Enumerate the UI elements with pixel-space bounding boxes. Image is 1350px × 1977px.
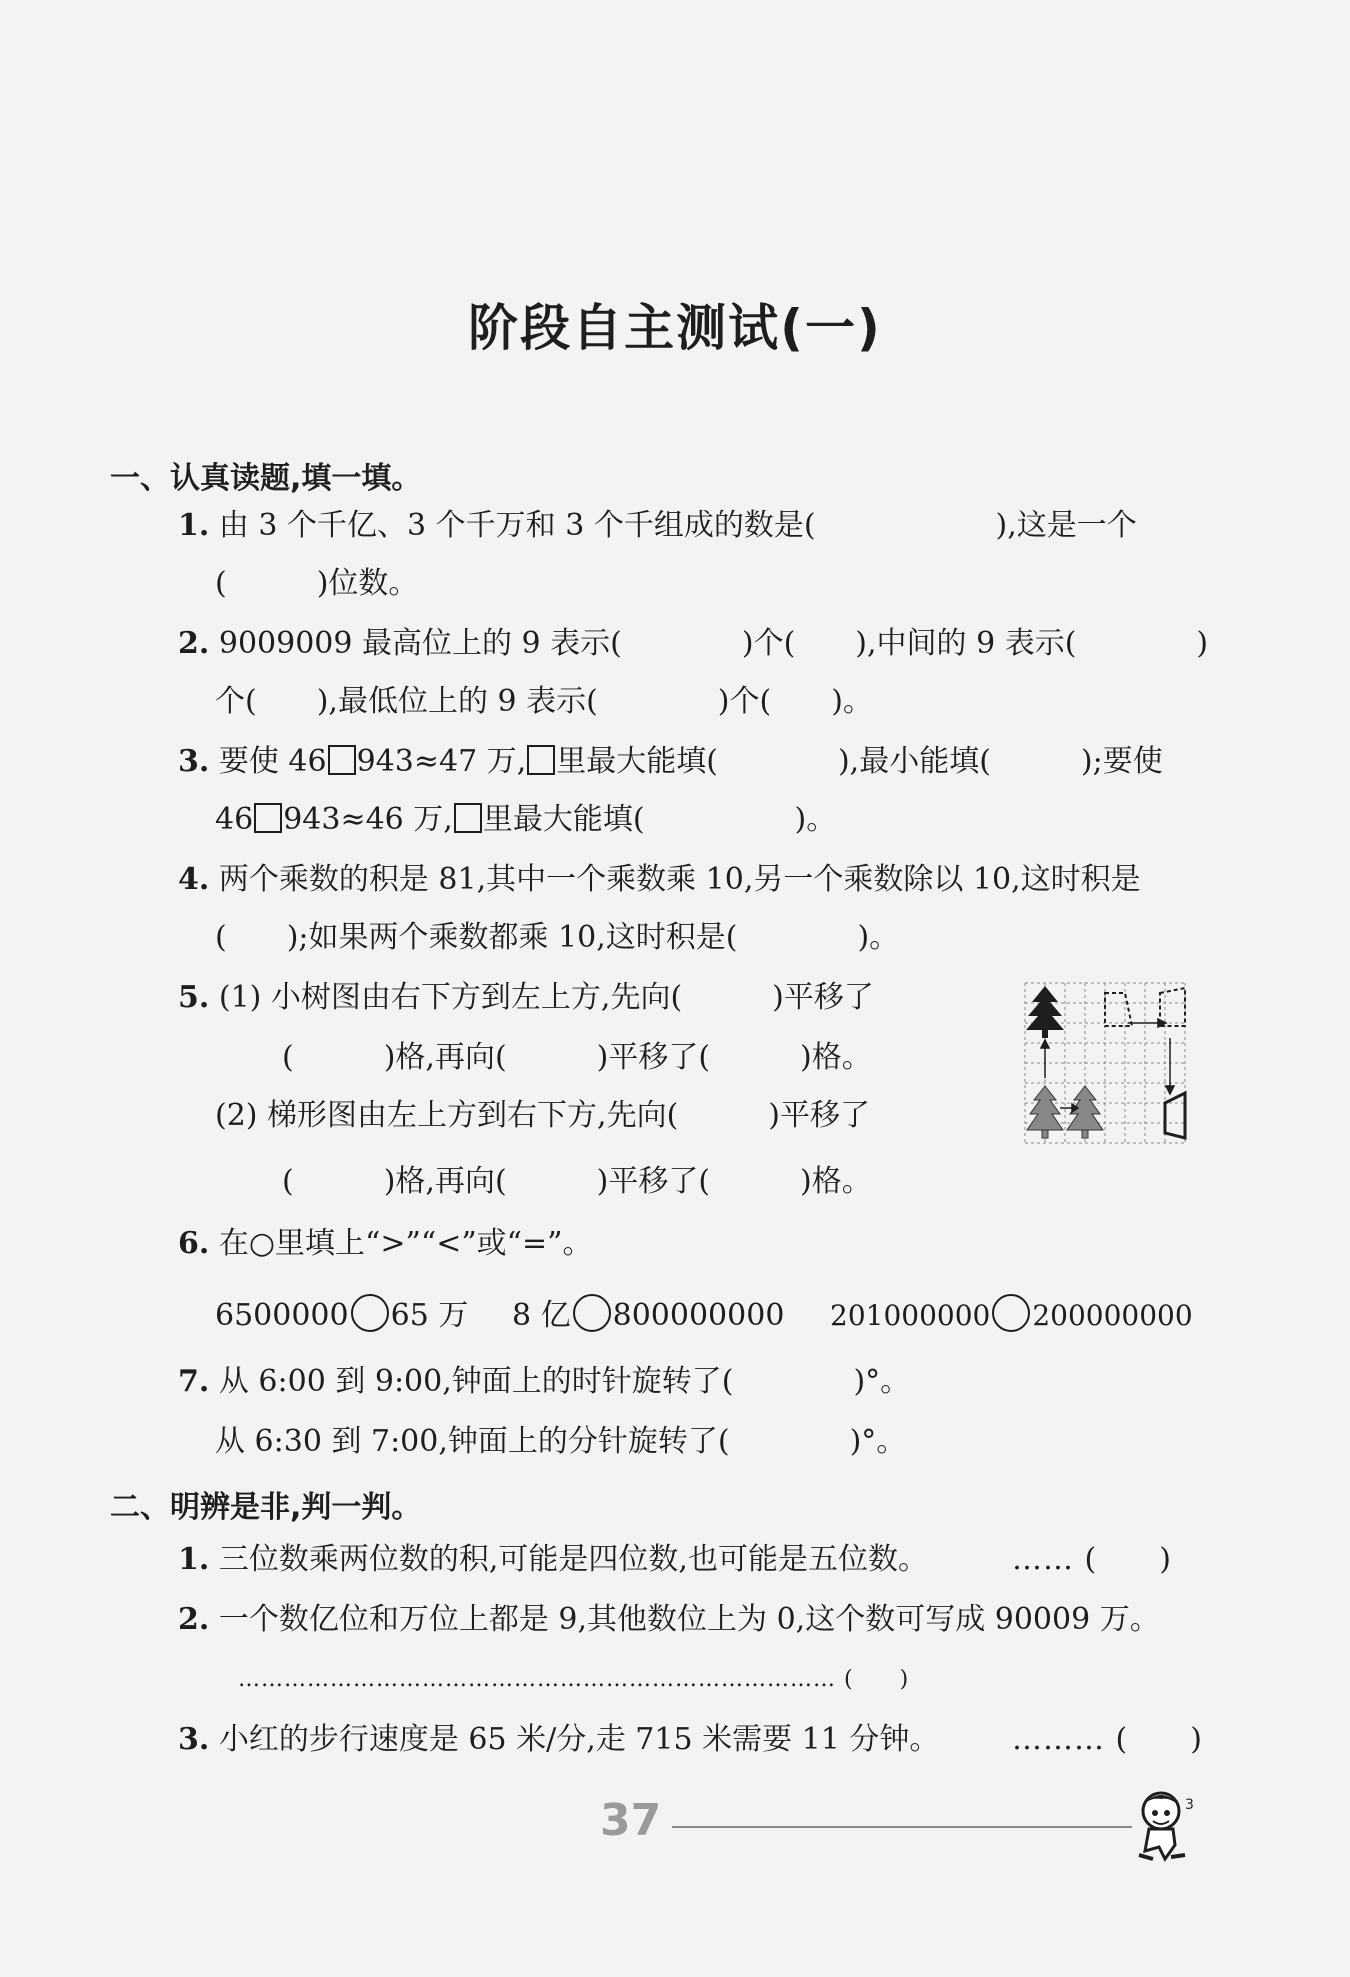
q3-number: 3. [178,744,210,779]
q6-c2-left: 8 亿 [512,1298,571,1333]
q6-c1-right: 65 万 [390,1298,469,1333]
q2-line2: 个( ),最低位上的 9 表示( )个( )。 [215,684,873,719]
blank-square [454,803,482,833]
q6-c3-left: 201000000 [830,1299,991,1332]
compare-circle[interactable] [992,1294,1030,1332]
blank-square [527,745,555,775]
q4-number: 4. [178,862,210,897]
q5-part1-b: ( )格,再向( )平移了( )格。 [282,1040,872,1075]
q7-text-1: 从 6:00 到 9:00,钟面上的时针旋转了( )°。 [218,1364,911,1399]
q6-c2-right: 800000000 [612,1298,785,1333]
j1-text: 三位数乘两位数的积,可能是四位数,也可能是五位数。 [218,1542,928,1577]
section-1-heading: 一、认真读题,填一填。 [110,461,422,496]
q2-text-1: 9009009 最高位上的 9 表示( )个( ),中间的 9 表示( ) [218,626,1209,661]
q5-part1-a: (1) 小树图由右下方到左上方,先向( )平移了 [218,980,874,1015]
q7-line1 [178,1364,910,1400]
j3-number: 3. [178,1722,210,1757]
translation-grid-figure [1020,978,1190,1148]
footer-rule [672,1826,1132,1828]
blank-square [328,745,356,775]
q1-number: 1. [178,508,210,543]
q6-c3-right: 200000000 [1032,1299,1193,1332]
q6-compare-1 [215,1294,468,1334]
page-title: 阶段自主测试(一) [468,299,882,357]
judge-3 [178,1722,939,1758]
q4-line2: ( );如果两个乘数都乘 10,这时积是( )。 [215,920,900,955]
q5-number: 5. [178,980,210,1015]
q6-line1 [178,1226,592,1262]
j2-text: 一个数亿位和万位上都是 9,其他数位上为 0,这个数可写成 90009 万。 [218,1602,1160,1637]
trapezoid-icon [1105,993,1132,1026]
q3-line1 [178,744,1163,780]
q2-number: 2. [178,626,210,661]
j1-answer-blank[interactable]: …… ( ) [1012,1542,1172,1577]
q2-line1 [178,626,1208,662]
q5-line1 [178,980,874,1016]
q5-part2-a: (2) 梯形图由左上方到右下方,先向( )平移了 [215,1098,870,1133]
j1-number: 1. [178,1542,210,1577]
q4-line1 [178,862,1141,898]
j3-answer-blank[interactable]: ……… ( ) [1012,1722,1203,1757]
q6-compare-3 [830,1294,1193,1334]
judge-1 [178,1542,928,1578]
page-number: 37 [600,1795,662,1846]
q4-text-1: 两个乘数的积是 81,其中一个乘数乘 10,另一个乘数除以 10,这时积是 [218,862,1141,897]
tree-icon [1026,986,1064,1038]
q6-number: 6. [178,1226,210,1261]
q6-text-1: 在○里填上“>”“<”或“=”。 [218,1226,593,1261]
q3-text-1c: 里最大能填( ),最小能填( );要使 [556,744,1163,779]
mascot-icon [1125,1785,1205,1865]
j3-text: 小红的步行速度是 65 米/分,走 715 米需要 11 分钟。 [218,1722,940,1757]
q7-number: 7. [178,1364,210,1399]
trapezoid-icon [1165,1093,1185,1138]
compare-circle[interactable] [573,1294,611,1332]
q6-c1-left: 6500000 [215,1298,349,1333]
q3-text-1a: 要使 46 [218,744,327,779]
q1-line2: ( )位数。 [215,566,419,601]
q3-text-2b: 943≈46 万, [283,802,453,837]
q3-line2 [215,802,836,838]
q6-compare-2 [512,1294,784,1334]
blank-square [254,803,282,833]
compare-circle[interactable] [351,1294,389,1332]
q5-part2-b: ( )格,再向( )平移了( )格。 [282,1164,872,1199]
section-2-heading: 二、明辨是非,判一判。 [110,1490,422,1525]
j2-number: 2. [178,1602,210,1637]
j2-answer-blank[interactable]: …………………………………………………………………… ( ) [238,1667,910,1692]
q1-line1 [178,508,1137,544]
q3-text-1b: 943≈47 万, [356,744,527,779]
q3-text-2c: 里最大能填( )。 [482,802,837,837]
q7-line2: 从 6:30 到 7:00,钟面上的分针旋转了( )°。 [215,1424,907,1459]
judge-2 [178,1602,1160,1638]
q1-text-1: 由 3 个千亿、3 个千万和 3 个千组成的数是( ),这是一个 [218,508,1137,543]
q3-text-2a: 46 [215,802,254,837]
svg-text:3: 3 [1185,1797,1194,1813]
